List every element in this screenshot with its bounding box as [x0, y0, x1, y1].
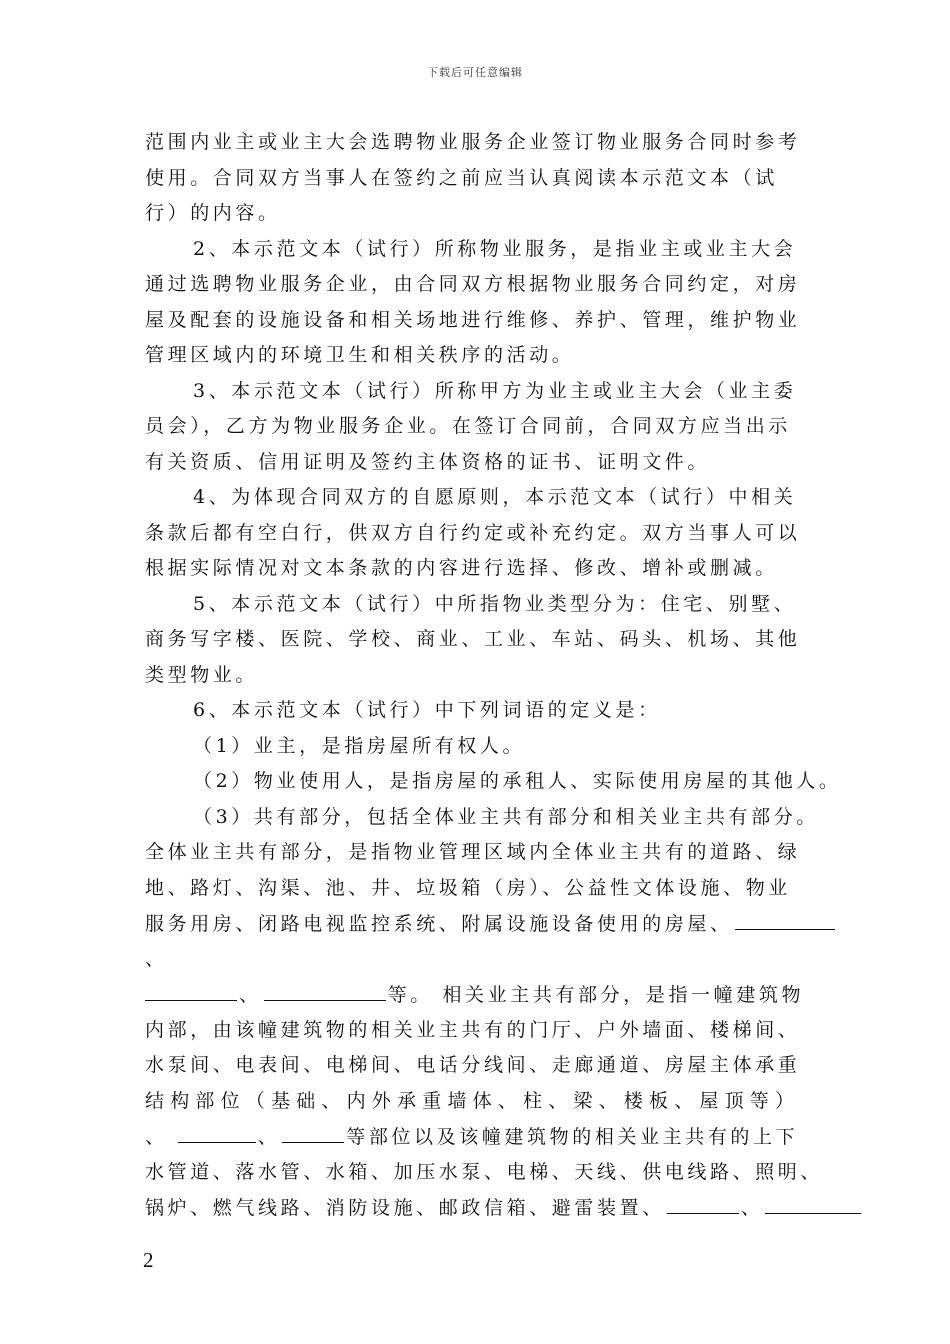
line-text: 锅炉、燃气线路、消防设施、邮政信箱、避雷装置、	[145, 1197, 665, 1219]
body-line: 使用。合同双方当事人在签约之前应当认真阅读本示范文本（试	[145, 167, 778, 189]
body-line-with-blank	[145, 1195, 863, 1220]
definition-2: （2）物业使用人，是指房屋的承租人、实际使用房屋的其他人。	[193, 770, 842, 792]
line-text: 等部位以及该幢建筑物的相关业主共有的上下	[346, 1126, 799, 1148]
line-text: 等。 相关业主共有部分，是指一幢建筑物	[387, 984, 805, 1006]
page-header: 下载后可任意编辑	[427, 66, 523, 79]
body-line: 商务写字楼、医院、学校、商业、工业、车站、码头、机场、其他	[145, 628, 801, 650]
fill-in-blank[interactable]	[178, 1124, 256, 1143]
body-line: 全体业主共有部分，是指物业管理区域内全体业主共有的道路、绿	[145, 841, 801, 863]
fill-in-blank[interactable]	[765, 1195, 861, 1214]
body-line: 水管道、落水管、水箱、加压水泵、电梯、天线、供电线路、照明、	[145, 1161, 824, 1183]
fill-in-blank[interactable]	[735, 911, 835, 930]
body-line-with-blank	[145, 911, 837, 936]
definition-1: （1）业主，是指房屋所有权人。	[193, 735, 526, 757]
body-line: 类型物业。	[145, 664, 259, 686]
paragraph-4-start: 4、为体现合同双方的自愿原则，本示范文本（试行）中相关	[193, 486, 797, 508]
paragraph-5-start: 5、本示范文本（试行）中所指物业类型分为：住宅、别墅、	[193, 593, 797, 615]
body-line-with-blank	[145, 982, 804, 1007]
body-line: 根据实际情况对文本条款的内容进行选择、修改、增补或删减。	[145, 557, 778, 579]
body-line: 水泵间、电表间、电梯间、电话分线间、走廊通道、房屋主体承重	[145, 1054, 801, 1076]
body-line: 员会），乙方为物业服务企业。在签订合同前，合同双方应当出示	[145, 415, 791, 437]
body-line: 通过选聘物业服务企业，由合同双方根据物业服务合同约定，对房	[145, 273, 801, 295]
line-text: 、	[740, 1197, 764, 1219]
line-text: 、	[145, 1126, 168, 1148]
fill-in-blank[interactable]	[282, 1124, 344, 1143]
fill-in-blank[interactable]	[264, 982, 386, 1001]
body-line: 地、路灯、沟渠、池、井、垃圾箱（房）、公益性文体设施、物业	[145, 877, 791, 899]
paragraph-6-start: 6、本示范文本（试行）中下列词语的定义是：	[193, 699, 661, 721]
fill-in-blank[interactable]	[145, 982, 237, 1001]
paragraph-2-start: 2、本示范文本（试行）所称物业服务，是指业主或业主大会	[193, 238, 797, 260]
body-line: 条款后都有空白行，供双方自行约定或补充约定。双方当事人可以	[145, 522, 801, 544]
body-line: 有关资质、信用证明及签约主体资格的证书、证明文件。	[145, 451, 711, 473]
body-line: 范围内业主或业主大会选聘物业服务企业签订物业服务合同时参考	[145, 131, 801, 153]
body-line: 内部，由该幢建筑物的相关业主共有的门厅、户外墙面、楼梯间、	[145, 1019, 801, 1041]
line-text: 服务用房、闭路电视监控系统、附属设施设备使用的房屋、	[145, 913, 733, 935]
body-line: 行）的内容。	[145, 202, 281, 224]
line-text: 、	[239, 984, 262, 1006]
body-line: 、	[145, 948, 168, 970]
line-text: 、	[257, 1126, 281, 1148]
body-line: 屋及配套的设施设备和相关场地进行维修、养护、管理，维护物业	[145, 309, 801, 331]
body-line: 结构部位（基础、内外承重墙体、柱、梁、楼板、屋顶等）	[145, 1090, 801, 1112]
paragraph-3-start: 3、本示范文本（试行）所称甲方为业主或业主大会（业主委	[193, 380, 797, 402]
page-number: 2	[143, 1248, 154, 1272]
definition-3: （3）共有部分，包括全体业主共有部分和相关业主共有部分。	[193, 806, 819, 828]
body-line: 管理区域内的环境卫生和相关秩序的活动。	[145, 344, 575, 366]
body-line-with-blank	[145, 1124, 798, 1149]
fill-in-blank[interactable]	[667, 1195, 739, 1214]
